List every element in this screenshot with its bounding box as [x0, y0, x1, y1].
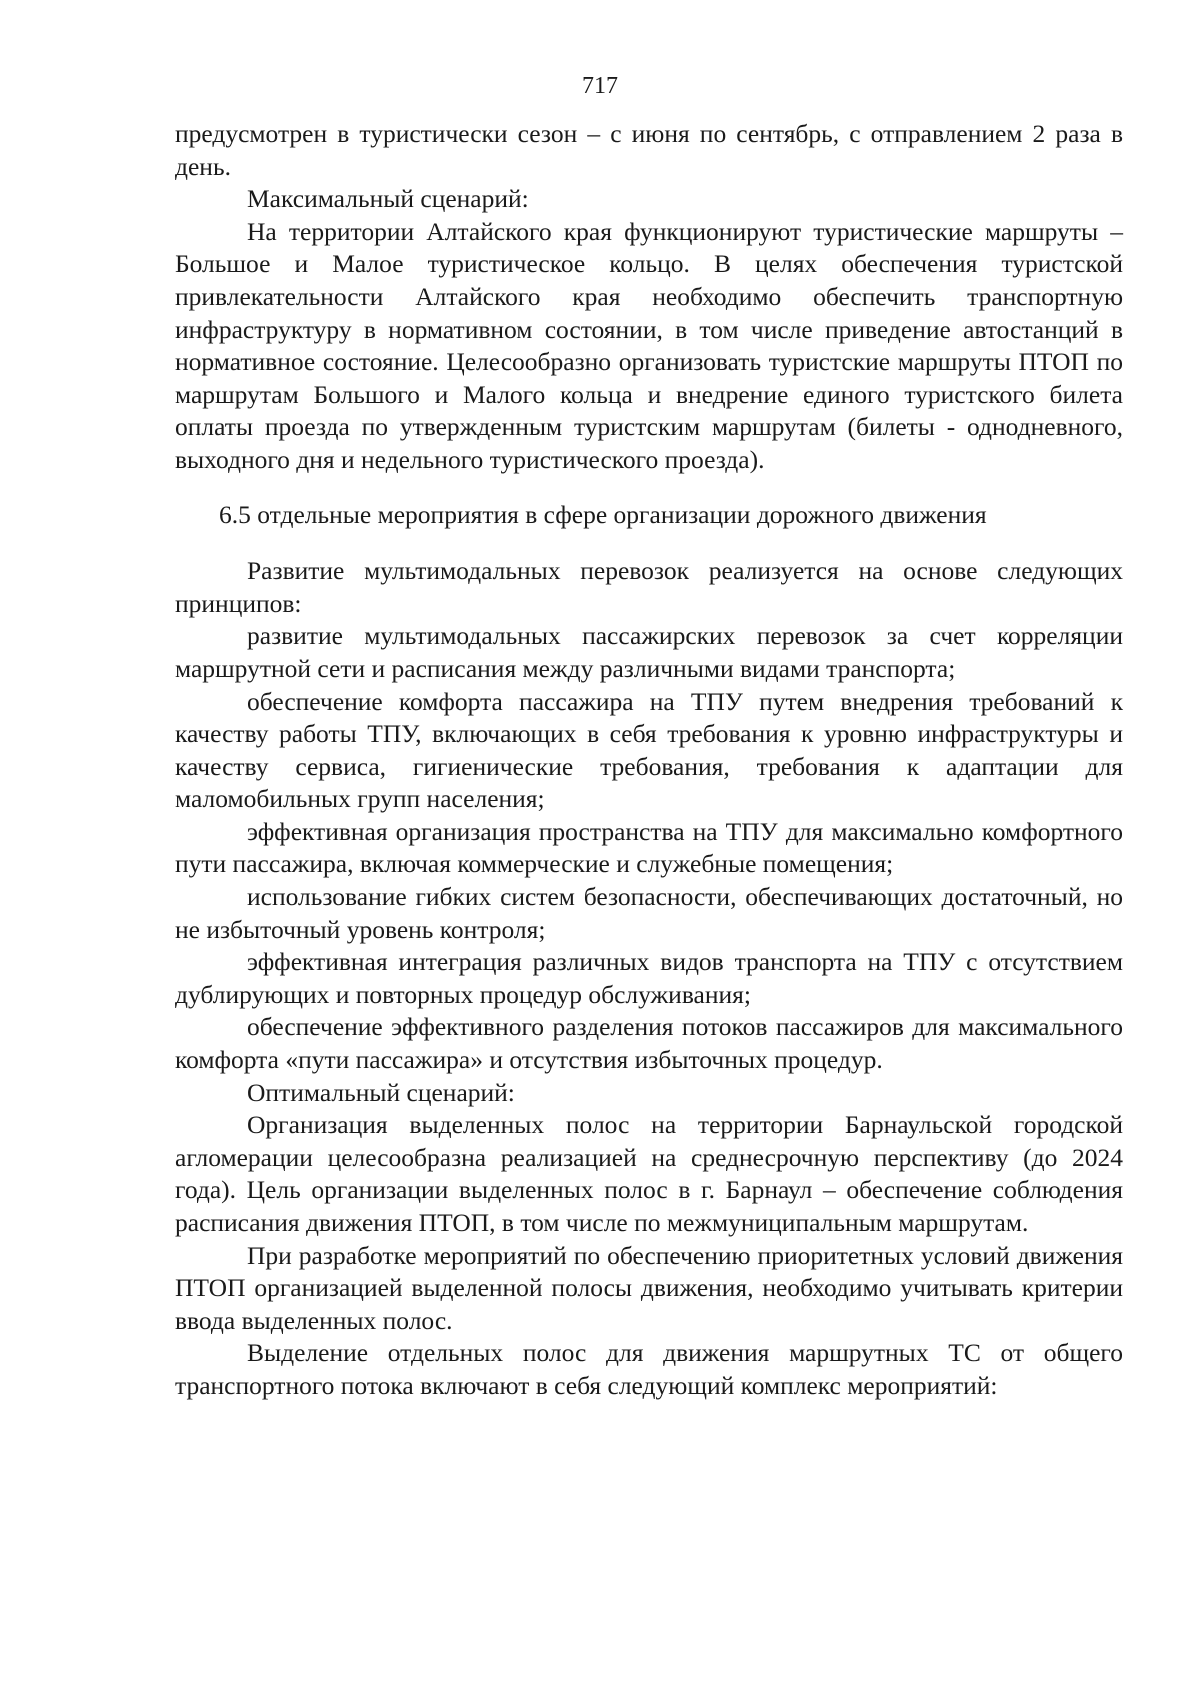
- document-body: [175, 118, 1123, 1403]
- paragraph-tourist-routes: На территории Алтайского края функционируют туристические маршруты – Большое и Малое туристическое кольцо. В целях обеспечения туристской привлекательности Алтайского края необходимо обеспечить транспортную инфраструктуру в нормативном состоянии, в том числе приведение автостанций в нормативное состояние. Целесообразно организовать туристские маршруты ПТОП по маршрутам Большого и Малого кольца и внедрение единого туристского билета оплаты проезда по утвержденным туристским маршрутам (билеты - однодневного, выходного дня и недельного туристического проезда).: [175, 216, 1123, 474]
- section-heading: 6.5 отдельные мероприятия в сфере организации дорожного движения: [219, 499, 987, 529]
- paragraph-principle-3: эффективная организация пространства на ТПУ для максимально комфортного пути пассажира, включая коммерческие и служебные помещения;: [175, 816, 1123, 879]
- paragraph-principles-intro: Развитие мультимодальных перевозок реализуется на основе следующих принципов:: [175, 556, 1123, 618]
- paragraph-principle-4: использование гибких систем безопасности, обеспечивающих достаточный, но не избыточный уровень контроля;: [175, 882, 1123, 944]
- paragraph-principle-1: развитие мультимодальных пассажирских перевозок за счет корреляции маршрутной сети и расписания между различными видами транспорта;: [175, 621, 1123, 683]
- paragraph-principle-5: эффективная интеграция различных видов транспорта на ТПУ с отсутствием дублирующих и повторных процедур обслуживания;: [175, 947, 1123, 1009]
- paragraph-continuation: предусмотрен в туристически сезон – с июня по сентябрь, с отправлением 2 раза в день.: [175, 119, 1123, 181]
- page-number: 717: [582, 73, 618, 99]
- paragraph-dedicated-lanes: Организация выделенных полос на территории Барнаульской городской агломерации целесообразна реализацией на среднесрочную перспективу (до 2024 года). Цель организации выделенных полос в г. Барнаул – обеспечение соблюдения расписания движения ПТОП, в том числе по межмуниципальным маршрутам.: [175, 1110, 1123, 1237]
- paragraph-max-scenario-label: Максимальный сценарий:: [247, 184, 529, 214]
- paragraph-opt-scenario-label: Оптимальный сценарий:: [247, 1077, 515, 1107]
- paragraph-lane-criteria: При разработке мероприятий по обеспечению приоритетных условий движения ПТОП организацией выделенной полосы движения, необходимо учитывать критерии ввода выделенных полос.: [175, 1240, 1123, 1335]
- paragraph-lane-measures: Выделение отдельных полос для движения маршрутных ТС от общего транспортного потока включают в себя следующий комплекс мероприятий:: [175, 1338, 1123, 1400]
- paragraph-principle-2: обеспечение комфорта пассажира на ТПУ путем внедрения требований к качеству работы ТПУ, включающих в себя требования к уровню инфраструктуры и качеству сервиса, гигиенические требования, требования к адаптации для маломобильных групп населения;: [175, 686, 1123, 814]
- paragraph-principle-6: обеспечение эффективного разделения потоков пассажиров для максимального комфорта «пути пассажира» и отсутствия избыточных процедур.: [175, 1012, 1123, 1075]
